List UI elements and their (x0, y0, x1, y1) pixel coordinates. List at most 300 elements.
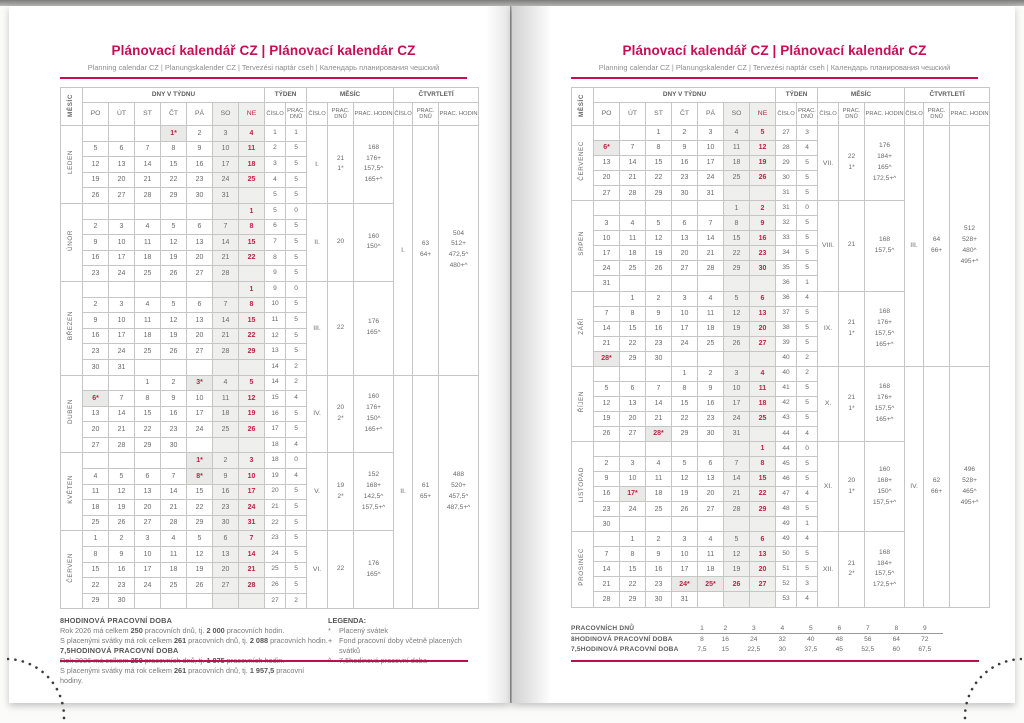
day-cell: 14 (213, 313, 239, 329)
day-cell: 16 (83, 250, 109, 266)
day-cell: 21 (213, 250, 239, 266)
sub-header: PRAC. DNŮ (797, 103, 818, 126)
day-cell: 4 (83, 469, 109, 485)
day-cell (594, 366, 620, 381)
day-cell: 16 (161, 406, 187, 422)
day-cell: 8 (646, 141, 672, 156)
day-cell (646, 276, 672, 291)
day-cell (672, 201, 698, 216)
day-cell: 8* (187, 469, 213, 485)
day-cell: 21 (594, 336, 620, 351)
day-cell (135, 359, 161, 375)
conversion-value: 8 (700, 635, 704, 643)
day-cell: 3 (213, 126, 239, 142)
day-cell: 4 (135, 297, 161, 313)
conversion-row-label: 7,5HODINOVÁ PRACOVNÍ DOBA (571, 645, 679, 653)
day-cell: 21 (724, 487, 750, 502)
week-workdays: 0 (797, 441, 818, 456)
month-name: ŘÍJEN (572, 366, 594, 441)
day-cell: 2 (646, 291, 672, 306)
day-cell: 5 (750, 126, 776, 141)
day-cell: 24 (620, 502, 646, 517)
day-cell (239, 266, 265, 282)
conversion-row (571, 634, 943, 645)
day-cell: 12 (724, 547, 750, 562)
conversion-count: 9 (907, 623, 943, 634)
day-cell: 25 (620, 261, 646, 276)
day-cell: 1 (646, 126, 672, 141)
day-cell (83, 375, 109, 391)
working-hours-text (60, 616, 328, 686)
day-cell: 4 (698, 291, 724, 306)
day-cell: 7 (161, 469, 187, 485)
day-cell: 6* (83, 391, 109, 407)
day-cell: 21 (594, 577, 620, 592)
day-cell: 8 (620, 306, 646, 321)
day-cell (187, 359, 213, 375)
day-cell (620, 517, 646, 532)
legend-title: LEGENDA: (328, 616, 367, 625)
day-cell: 25 (213, 422, 239, 438)
week-number: 6 (265, 219, 286, 235)
week-number: 20 (265, 484, 286, 500)
day-cell: 4 (750, 366, 776, 381)
conversion-value: 32 (778, 635, 786, 643)
week-number: 46 (776, 472, 797, 487)
day-cell: 29 (620, 351, 646, 366)
day-cell: 12 (83, 157, 109, 173)
day-cell: 22 (724, 246, 750, 261)
day-cell: 10 (109, 313, 135, 329)
day-cell: 6* (594, 141, 620, 156)
day-cell: 28 (724, 502, 750, 517)
day-cell: 22 (239, 250, 265, 266)
month-workdays: 21 1* (328, 126, 354, 204)
week-workdays: 5 (797, 336, 818, 351)
day-cell: 15 (239, 235, 265, 251)
day-cell: 27 (213, 578, 239, 594)
month-number: XI. (818, 441, 839, 531)
month-number: V. (307, 453, 328, 531)
week-workdays: 0 (286, 453, 307, 469)
group-header: ČTVRTLETÍ (394, 88, 479, 103)
day-cell: 6 (213, 531, 239, 547)
day-cell: 26 (109, 515, 135, 531)
month-hours: 176 165^ (354, 531, 394, 609)
week-number: 1 (265, 126, 286, 142)
day-cell: 22 (161, 172, 187, 188)
week-number: 40 (776, 351, 797, 366)
day-cell (698, 276, 724, 291)
conversion-count: 3 (736, 623, 772, 634)
day-cell (620, 201, 646, 216)
legend-item (328, 636, 468, 656)
day-cell: 29 (672, 426, 698, 441)
day-cell (750, 186, 776, 201)
conversion-value: 48 (835, 635, 843, 643)
day-cell: 1 (83, 531, 109, 547)
day-cell: 27 (620, 426, 646, 441)
week-number: 49 (776, 517, 797, 532)
group-header: DNY V TÝDNU (594, 88, 776, 103)
week-number: 16 (265, 406, 286, 422)
week-number: 24 (265, 547, 286, 563)
day-cell: 31 (724, 426, 750, 441)
day-cell: 13 (135, 484, 161, 500)
month-number: IX. (818, 291, 839, 366)
day-cell: 24 (698, 171, 724, 186)
day-cell: 28 (161, 515, 187, 531)
week-number: 18 (265, 437, 286, 453)
day-cell: 21 (135, 172, 161, 188)
day-cell (724, 351, 750, 366)
conversion-value: 56 (864, 635, 872, 643)
day-cell (594, 441, 620, 456)
day-cell: 30 (83, 359, 109, 375)
day-cell: 8 (724, 216, 750, 231)
week-number: 28 (776, 141, 797, 156)
day-cell: 25 (698, 336, 724, 351)
note-heading-7-5h: 7,5HODINOVÁ PRACOVNÍ DOBA (60, 646, 179, 656)
day-cell (750, 426, 776, 441)
day-cell (135, 126, 161, 142)
day-cell: 13 (750, 547, 776, 562)
day-cell: 19 (187, 562, 213, 578)
month-hours: 168 184+ 157,5^ 172,5+^ (865, 532, 905, 607)
week-workdays: 5 (797, 216, 818, 231)
week-number: 45 (776, 457, 797, 472)
day-cell (135, 593, 161, 609)
day-cell: 10 (239, 469, 265, 485)
day-cell: 7 (213, 297, 239, 313)
day-cell: 16 (594, 487, 620, 502)
day-cell: 13 (187, 313, 213, 329)
day-cell: 8 (672, 381, 698, 396)
week-number: 35 (776, 261, 797, 276)
day-cell (724, 441, 750, 456)
day-cell: 19 (750, 156, 776, 171)
week-workdays: 5 (797, 156, 818, 171)
week-number: 5 (265, 188, 286, 204)
day-cell: 26 (672, 502, 698, 517)
day-cell: 16 (672, 156, 698, 171)
day-cell: 24 (672, 336, 698, 351)
day-cell: 10 (672, 306, 698, 321)
conversion-count: 4 (772, 623, 793, 634)
day-cell: 20 (187, 250, 213, 266)
day-cell: 20 (109, 172, 135, 188)
page-subtitle: Planning calendar CZ | Planungskalender CZ | Tervezési naptár cseh | Календарь планирования чешский (598, 63, 951, 72)
conversion-value: 22,5 (747, 645, 761, 653)
day-cell: 21 (239, 562, 265, 578)
day-cell: 19 (161, 250, 187, 266)
day-cell: 26 (594, 426, 620, 441)
week-workdays: 0 (286, 281, 307, 297)
day-cell: 14 (594, 562, 620, 577)
day-cell: 15 (750, 472, 776, 487)
day-cell (239, 359, 265, 375)
day-cell: 14 (646, 396, 672, 411)
week-number: 8 (265, 250, 286, 266)
quarter-number: III. (905, 126, 924, 367)
day-cell: 23 (83, 344, 109, 360)
day-cell (161, 359, 187, 375)
day-cell: 21 (109, 422, 135, 438)
day-cell: 11 (724, 141, 750, 156)
workdays-conversion (571, 623, 943, 654)
group-header: MĚSÍC (307, 88, 394, 103)
day-cell: 17 (109, 250, 135, 266)
day-cell: 6 (672, 216, 698, 231)
day-cell: 4 (724, 126, 750, 141)
conversion-row-label: 8HODINOVÁ PRACOVNÍ DOBA (571, 635, 673, 643)
day-cell: 12 (239, 391, 265, 407)
day-cell: 9 (646, 306, 672, 321)
week-number: 26 (265, 578, 286, 594)
day-cell (161, 281, 187, 297)
day-cell: 14 (109, 406, 135, 422)
day-cell: 17 (187, 406, 213, 422)
day-cell: 14 (698, 231, 724, 246)
day-cell: 11 (213, 391, 239, 407)
day-cell: 9 (750, 216, 776, 231)
day-cell (698, 517, 724, 532)
day-cell: 17 (672, 562, 698, 577)
day-cell: 16 (750, 231, 776, 246)
month-number: X. (818, 366, 839, 441)
page-title: Plánovací kalendář CZ | Plánovací kalendár CZ (111, 43, 416, 58)
day-cell: 1* (187, 453, 213, 469)
day-cell: 23 (161, 422, 187, 438)
day-cell: 14 (620, 156, 646, 171)
sub-header: PRAC. HODIN (354, 103, 394, 126)
day-cell: 21 (213, 328, 239, 344)
day-cell (672, 441, 698, 456)
day-cell: 22 (750, 487, 776, 502)
day-cell (724, 186, 750, 201)
month-workdays: 21 2* (839, 532, 865, 607)
conversion-value: 60 (892, 645, 900, 653)
week-number: 50 (776, 547, 797, 562)
day-cell: 3* (187, 375, 213, 391)
month-workdays: 22 (328, 281, 354, 375)
legend-text: Placený svátek (339, 626, 389, 636)
day-cell: 6 (187, 297, 213, 313)
day-cell: 30 (750, 261, 776, 276)
conversion-value: 67,5 (918, 645, 932, 653)
day-cell (83, 281, 109, 297)
day-cell: 6 (135, 469, 161, 485)
week-row (61, 126, 479, 142)
conversion-value: 15 (721, 645, 729, 653)
day-cell (187, 593, 213, 609)
week-workdays: 5 (286, 547, 307, 563)
month-hours: 176 184+ 165^ 172,5+^ (865, 126, 905, 201)
week-workdays: 2 (286, 359, 307, 375)
day-cell: 4 (161, 531, 187, 547)
week-row (572, 126, 990, 141)
day-cell (213, 203, 239, 219)
day-cell: 13 (698, 472, 724, 487)
day-cell (620, 126, 646, 141)
day-cell: 4 (646, 457, 672, 472)
week-workdays: 5 (797, 231, 818, 246)
sub-header: ČÍSLO (307, 103, 328, 126)
day-cell: 6 (109, 141, 135, 157)
day-cell: 2 (213, 453, 239, 469)
day-cell: 14 (594, 321, 620, 336)
conversion-count: 8 (886, 623, 907, 634)
week-number: 40 (776, 366, 797, 381)
day-cell (620, 441, 646, 456)
day-cell: 9 (187, 141, 213, 157)
day-cell: 29 (187, 515, 213, 531)
day-cell (698, 351, 724, 366)
day-cell: 16 (646, 321, 672, 336)
day-cell: 29 (239, 344, 265, 360)
week-workdays: 5 (286, 172, 307, 188)
day-cell: 5 (672, 457, 698, 472)
day-cell: 25 (750, 411, 776, 426)
week-workdays: 5 (286, 250, 307, 266)
day-cell: 25 (83, 515, 109, 531)
week-number: 11 (265, 313, 286, 329)
day-cell: 31 (672, 592, 698, 607)
month-workdays: 21 1* (839, 366, 865, 441)
week-number: 14 (265, 375, 286, 391)
day-cell: 15 (239, 313, 265, 329)
week-number: 36 (776, 276, 797, 291)
day-cell: 8 (135, 391, 161, 407)
week-number: 9 (265, 281, 286, 297)
day-cell (109, 203, 135, 219)
month-number: VI. (307, 531, 328, 609)
day-cell: 16 (187, 157, 213, 173)
day-cell: 23 (594, 502, 620, 517)
week-number: 38 (776, 321, 797, 336)
week-workdays: 3 (797, 577, 818, 592)
month-workdays: 21 (839, 201, 865, 291)
conversion-row-label: PRACOVNÍCH DNŮ (571, 623, 689, 634)
day-cell: 9 (672, 141, 698, 156)
day-cell: 6 (750, 291, 776, 306)
day-cell: 5 (239, 375, 265, 391)
month-number: I. (307, 126, 328, 204)
week-workdays: 5 (797, 381, 818, 396)
day-cell: 20 (213, 562, 239, 578)
day-cell: 11 (135, 313, 161, 329)
day-cell: 11 (239, 141, 265, 157)
day-cell: 2 (109, 531, 135, 547)
month-number: III. (307, 281, 328, 375)
day-cell: 16 (646, 562, 672, 577)
day-cell: 17 (109, 328, 135, 344)
week-number: 39 (776, 336, 797, 351)
month-name: BŘEZEN (61, 281, 83, 375)
day-cell: 9 (83, 235, 109, 251)
day-cell: 21 (646, 411, 672, 426)
month-number: II. (307, 203, 328, 281)
bottom-rule (571, 660, 979, 662)
day-cell: 26 (83, 188, 109, 204)
week-workdays: 4 (286, 469, 307, 485)
month-name: ČERVENEC (572, 126, 594, 201)
day-cell: 26 (724, 577, 750, 592)
day-cell: 18 (83, 500, 109, 516)
day-cell: 6 (698, 457, 724, 472)
day-cell (620, 366, 646, 381)
sub-header: PRAC. DNŮ (924, 103, 950, 126)
quarter-workdays: 62 66+ (924, 366, 950, 607)
day-cell: 27 (698, 502, 724, 517)
day-cell: 24 (135, 578, 161, 594)
week-workdays: 4 (286, 391, 307, 407)
day-cell: 11 (83, 484, 109, 500)
week-number: 36 (776, 291, 797, 306)
day-cell: 13 (109, 157, 135, 173)
conversion-value: 72 (921, 635, 929, 643)
day-cell: 24 (594, 261, 620, 276)
day-cell: 23 (187, 172, 213, 188)
day-cell: 14 (135, 157, 161, 173)
week-workdays: 5 (797, 547, 818, 562)
week-number: 21 (265, 500, 286, 516)
legend-symbol: + (328, 636, 333, 646)
day-cell: 13 (750, 306, 776, 321)
day-cell (750, 276, 776, 291)
week-workdays: 5 (286, 344, 307, 360)
note-line: S placenými svátky má rok celkem 261 pracovních dnů, tj. 2 088 pracovních hodin. (60, 636, 328, 646)
day-cell: 12 (672, 472, 698, 487)
week-workdays: 1 (797, 517, 818, 532)
conversion-value: 40 (807, 635, 815, 643)
day-cell: 22 (620, 336, 646, 351)
day-cell (109, 375, 135, 391)
week-workdays: 1 (286, 126, 307, 142)
day-cell (187, 281, 213, 297)
month-name: ZÁŘÍ (572, 291, 594, 366)
day-cell: 15 (83, 562, 109, 578)
day-cell: 2 (750, 201, 776, 216)
day-cell (724, 517, 750, 532)
month-hours: 160 168+ 150^ 157,5+^ (865, 441, 905, 531)
week-workdays: 5 (797, 246, 818, 261)
week-workdays: 5 (286, 500, 307, 516)
day-cell (109, 126, 135, 142)
day-cell: 16 (109, 562, 135, 578)
day-cell: 6 (187, 219, 213, 235)
day-cell: 11 (750, 381, 776, 396)
day-cell (213, 593, 239, 609)
day-cell: 15 (135, 406, 161, 422)
day-cell (646, 441, 672, 456)
day-cell: 29 (161, 188, 187, 204)
month-workdays: 22 (328, 531, 354, 609)
week-workdays: 5 (797, 502, 818, 517)
day-cell: 23 (83, 266, 109, 282)
day-cell (135, 453, 161, 469)
day-cell: 15 (672, 396, 698, 411)
day-cell: 19 (724, 562, 750, 577)
month-column-header: MĚSÍC (572, 88, 594, 126)
day-cell: 5 (594, 381, 620, 396)
group-header: TÝDEN (776, 88, 818, 103)
day-cell: 17 (724, 396, 750, 411)
day-cell: 10 (620, 472, 646, 487)
day-cell: 15 (724, 231, 750, 246)
day-cell: 28 (109, 437, 135, 453)
week-workdays: 4 (797, 532, 818, 547)
